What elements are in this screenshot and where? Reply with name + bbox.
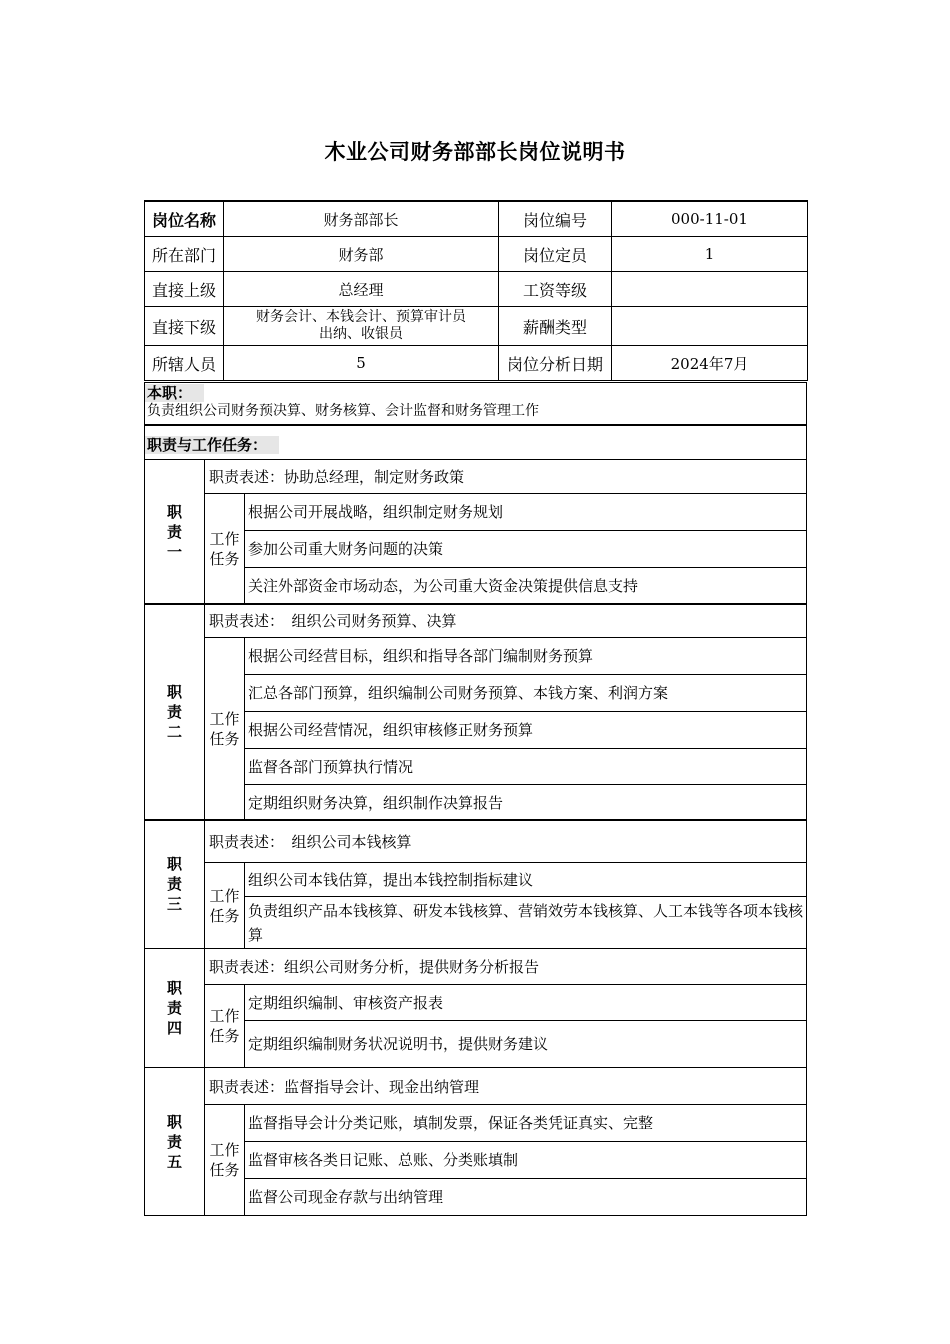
analysis-date-label: 岗位分析日期 — [499, 346, 612, 381]
task-label: 工作 任务 — [205, 638, 245, 821]
duty-block-3 — [144, 819, 807, 949]
wage-grade-label: 工资等级 — [499, 272, 612, 307]
task-label: 工作 任务 — [205, 985, 245, 1068]
superior-label: 直接上级 — [145, 272, 224, 307]
duty-label: 职 责 四 — [145, 949, 205, 1068]
duty-description: 职责表述：组织公司财务分析，提供财务分析报告 — [205, 949, 807, 985]
task-item: 根据公司经营情况，组织审核修正财务预算 — [245, 712, 807, 749]
duty-label: 职 责 五 — [145, 1068, 205, 1216]
salary-type-value — [612, 307, 808, 346]
task-item: 监督各部门预算执行情况 — [245, 749, 807, 785]
basic-info-table — [144, 200, 808, 381]
task-label: 工作 任务 — [205, 494, 245, 605]
salary-type-label: 薪酬类型 — [499, 307, 612, 346]
post-name-label: 岗位名称 — [145, 201, 224, 237]
analysis-date-value: 2024年7月 — [612, 346, 808, 381]
task-item: 监督公司现金存款与出纳管理 — [245, 1179, 807, 1216]
task-item: 参加公司重大财务问题的决策 — [245, 531, 807, 568]
duty-description: 职责表述：协助总经理，制定财务政策 — [205, 460, 807, 494]
subordinate-line-1: 财务会计、本钱会计、预算审计员 — [256, 309, 466, 325]
task-item: 定期组织编制财务状况说明书，提供财务建议 — [245, 1021, 807, 1068]
task-item: 定期组织编制、审核资产报表 — [245, 985, 807, 1021]
staff-label: 所辖人员 — [145, 346, 224, 381]
role-heading: 本职： — [145, 384, 204, 402]
task-item: 汇总各部门预算，组织编制公司财务预算、本钱方案、利润方案 — [245, 675, 807, 712]
duty-block-4 — [144, 948, 807, 1068]
role-section — [144, 382, 807, 425]
duty-block-5 — [144, 1067, 807, 1216]
task-item: 监督审核各类日记账、总账、分类账填制 — [245, 1142, 807, 1179]
duty-label: 职 责 一 — [145, 460, 205, 605]
subordinate-value — [224, 307, 499, 346]
duty-block-1 — [144, 459, 807, 605]
subordinate-line-2: 出纳、收银员 — [319, 326, 403, 342]
task-item: 定期组织财务决算，组织制作决算报告 — [245, 785, 807, 821]
task-item: 组织公司本钱估算，提出本钱控制指标建议 — [245, 863, 807, 897]
duties-heading: 职责与工作任务： — [145, 436, 279, 454]
subordinate-label: 直接下级 — [145, 307, 224, 346]
duty-description: 职责表述： 组织公司本钱核算 — [205, 820, 807, 863]
quota-label: 岗位定员 — [499, 237, 612, 272]
task-item: 负责组织产品本钱核算、研发本钱核算、营销效劳本钱核算、人工本钱等各项本钱核算 — [245, 897, 807, 949]
dept-value: 财务部 — [224, 237, 499, 272]
superior-value: 总经理 — [224, 272, 499, 307]
task-item: 关注外部资金市场动态，为公司重大资金决策提供信息支持 — [245, 568, 807, 605]
task-label: 工作 任务 — [205, 863, 245, 949]
role-text: 负责组织公司财务预决算、财务核算、会计监督和财务管理工作 — [147, 403, 539, 419]
duty-label: 职 责 三 — [145, 820, 205, 949]
task-item: 监督指导会计分类记账，填制发票，保证各类凭证真实、完整 — [245, 1105, 807, 1142]
staff-value: 5 — [224, 346, 499, 381]
wage-grade-value — [612, 272, 808, 307]
task-item: 根据公司开展战略，组织制定财务规划 — [245, 494, 807, 531]
duty-description: 职责表述： 组织公司财务预算、决算 — [205, 604, 807, 638]
duties-section — [144, 425, 807, 460]
duty-block-2 — [144, 603, 807, 821]
task-item: 根据公司经营目标，组织和指导各部门编制财务预算 — [245, 638, 807, 675]
task-label: 工作 任务 — [205, 1105, 245, 1216]
duty-label: 职 责 二 — [145, 604, 205, 821]
dept-label: 所在部门 — [145, 237, 224, 272]
post-code-value: 000-11-01 — [612, 201, 808, 237]
post-name-value: 财务部部长 — [224, 201, 499, 237]
post-code-label: 岗位编号 — [499, 201, 612, 237]
quota-value: 1 — [612, 237, 808, 272]
duty-description: 职责表述：监督指导会计、现金出纳管理 — [205, 1068, 807, 1105]
page-title: 木业公司财务部部长岗位说明书 — [324, 140, 626, 164]
